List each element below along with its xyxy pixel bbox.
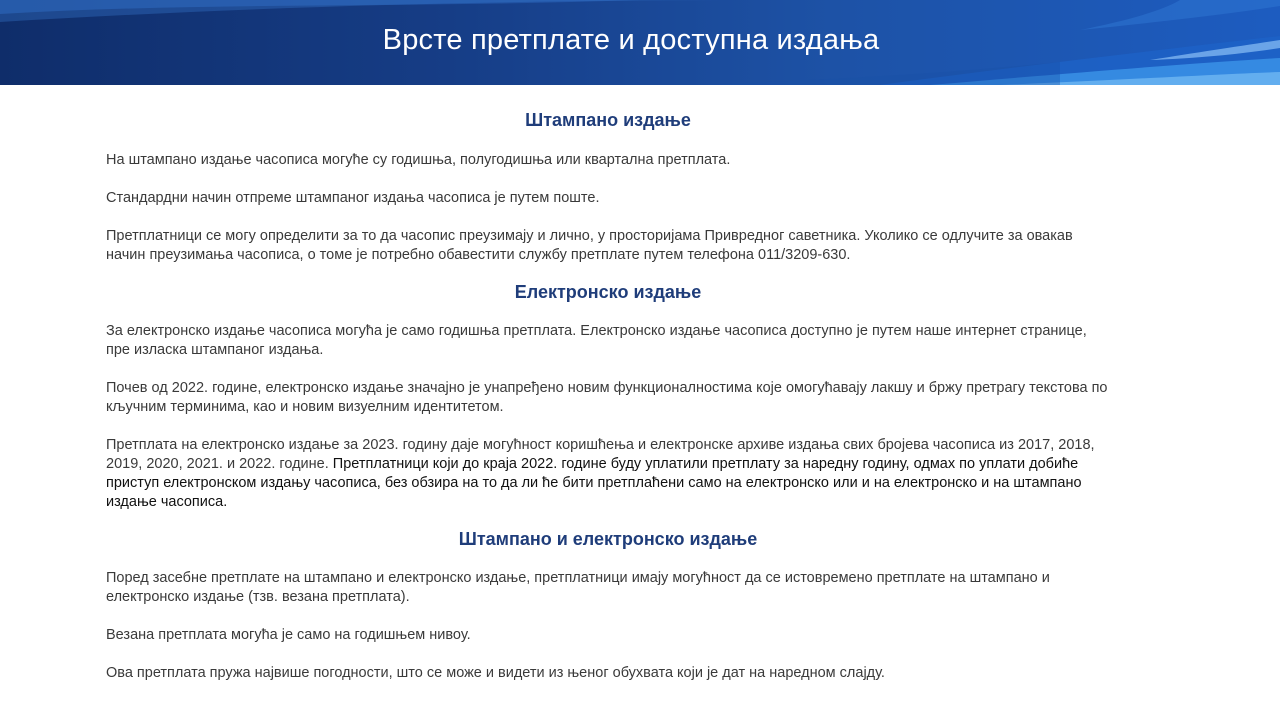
section-heading: Електронско издање [514, 282, 702, 302]
paragraph-with-emphasis [106, 436, 1110, 512]
paragraph: Претплатници се могу определити за то да часопис преузимају и лично, у просторијама Привредног саветника. Уколико се одлучите за овакав начин преузимања часописа, о томе је потребно обавестити службу претплате путем телефона 011/3209-630. [106, 228, 1073, 263]
header-banner [0, 0, 1280, 85]
content-area [106, 109, 1110, 683]
paragraph: Ова претплата пружа највише погодности, што се може и видети из њеног обухвата који је дат на наредном слајду. [106, 665, 885, 681]
emphasis-text: Претплатници који до краја 2022. године буду уплатили претплату за наредну годину, одмах по уплати добиће приступ електронском издању часописа, без обзира на то да ли ће бити претплаћени само на електронско или и на електронско и на штампано издање часописа. [106, 456, 1082, 510]
paragraph: За електронско издање часописа могућа је само годишња претплата. Електронско издање часописа доступно је путем наше интернет странице, пре изласка штампаног издања. [106, 323, 1087, 358]
section-combined [106, 528, 1110, 683]
slide-title: Врсте претплате и доступна издања [382, 24, 880, 56]
paragraph: Везана претплата могућа је само на годишњем нивоу. [106, 627, 471, 643]
section-heading: Штампано и електронско издање [458, 529, 758, 549]
paragraph: Почев од 2022. године, електронско издање значајно је унапређено новим функционалностима које омогућавају лакшу и бржу претрагу текстова по кључним терминима, као и новим визуелним идентитетом. [106, 380, 1108, 415]
section-print [106, 109, 1110, 265]
paragraph: Поред засебне претплате на штампано и електронско издање, претплатници имају могућност да се истовремено претплате на штампано и електронско издање (тзв. везана претплата). [106, 570, 1050, 605]
paragraph: Стандардни начин отпреме штампаног издања часописа је путем поште. [106, 190, 600, 206]
paragraph: На штампано издање часописа могуће су годишња, полугодишња или квартална претплата. [106, 152, 731, 168]
section-electronic [106, 281, 1110, 512]
section-heading: Штампано издање [525, 110, 691, 130]
paragraph-text: Претплата на електронско издање за 2023. годину даје могућност коришћења и електронске архиве издања свих бројева часописа из 2017, 2018, 2019, 2020, 2021. и 2022. године. [106, 437, 1095, 472]
